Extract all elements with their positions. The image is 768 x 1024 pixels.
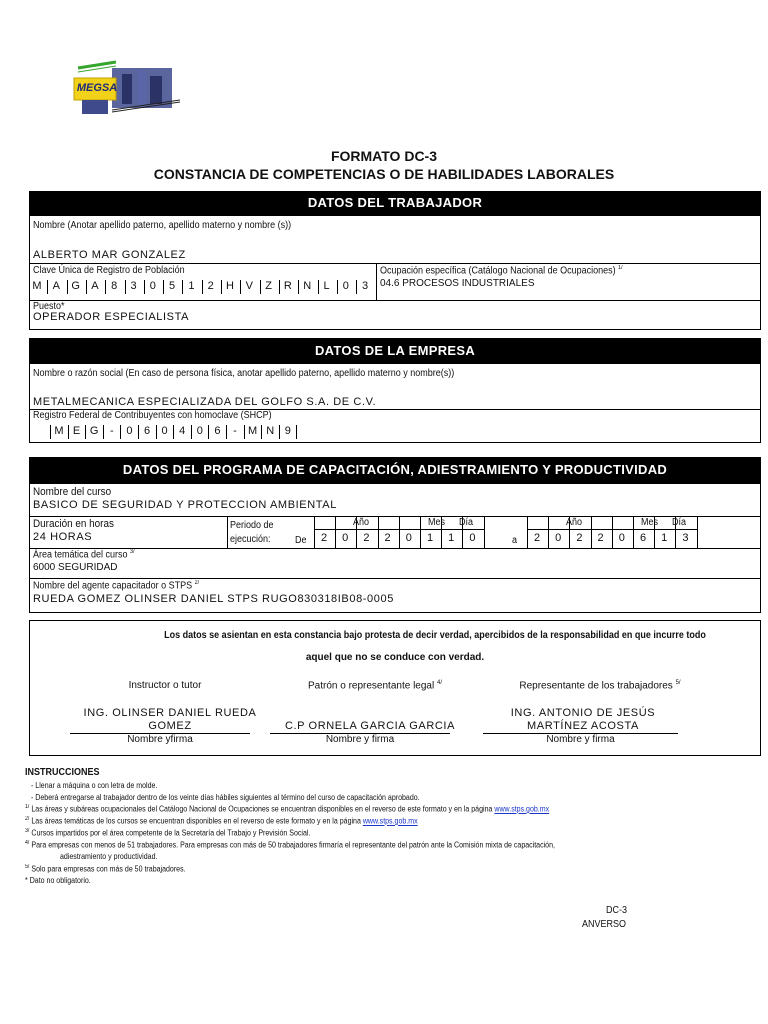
- char-cell: 0: [126, 425, 133, 437]
- date-digit-cell: 0: [555, 532, 562, 544]
- cell-divider: [548, 516, 549, 548]
- footer-side: ANVERSO: [582, 919, 627, 930]
- instructor-title: Instructor o tutor: [128, 680, 202, 691]
- firma-label: Nombre y firma: [325, 734, 395, 745]
- char-cell: M: [54, 425, 64, 437]
- instructor-name: ING. OLINSER DANIEL RUEDA: [83, 707, 257, 719]
- agente-value: RUEDA GOMEZ OLINSER DANIEL STPS RUGO830318IB08-0005: [33, 593, 394, 605]
- section-header-programa: DATOS DEL PROGRAMA DE CAPACITACIÓN, ADIESTRAMIENTO Y PRODUCTIVIDAD: [29, 457, 761, 483]
- cell-divider: [86, 280, 87, 294]
- char-cell: 3: [130, 280, 137, 292]
- representante-title: [500, 680, 700, 691]
- puesto-value: OPERADOR ESPECIALISTA: [33, 311, 190, 323]
- cell-divider: [399, 516, 400, 548]
- cell-divider: [105, 280, 106, 294]
- cell-divider: [244, 425, 245, 439]
- trabajador-section: [29, 215, 761, 330]
- company-logo: [72, 60, 184, 118]
- cell-divider: [591, 516, 592, 548]
- cell-divider: [156, 425, 157, 439]
- cell-divider: [240, 280, 241, 294]
- section-header-trabajador: DATOS DEL TRABAJADOR: [29, 191, 761, 215]
- dia-label: Día: [459, 517, 474, 528]
- char-cell: A: [52, 280, 60, 292]
- char-cell: 6: [143, 425, 151, 437]
- form-subtitle: CONSTANCIA DE COMPETENCIAS O DE HABILIDADES LABORALES: [153, 166, 615, 182]
- section-header-empresa: DATOS DE LA EMPRESA: [29, 338, 761, 363]
- ocupacion-label-text: Ocupación específica (Catálogo Nacional de Ocupaciones): [380, 265, 616, 277]
- char-cell: 1: [188, 280, 195, 292]
- date-digit-cell: 2: [384, 532, 391, 544]
- cell-divider: [182, 280, 183, 294]
- cell-divider: [163, 280, 164, 294]
- representante-note-mark: 5/: [675, 680, 681, 686]
- fecha-fields: [30, 516, 760, 548]
- cell-divider: [378, 516, 379, 548]
- curp-field: [30, 278, 376, 296]
- date-digit-cell: 1: [661, 532, 668, 544]
- instrucciones-title: INSTRUCCIONES: [25, 767, 100, 778]
- date-digit-cell: 6: [639, 532, 647, 544]
- patron-title-text: Patrón o representante legal: [308, 680, 435, 692]
- char-cell: 5: [169, 280, 176, 292]
- mes-label: Mes: [641, 517, 659, 528]
- ocupacion-label: [380, 265, 623, 276]
- cell-divider: [356, 280, 357, 294]
- char-cell: 9: [284, 425, 291, 437]
- divider: [30, 263, 760, 264]
- cell-divider: [202, 280, 203, 294]
- note-mark: 3/: [25, 828, 30, 834]
- cell-divider: [191, 425, 192, 439]
- cell-divider: [261, 425, 262, 439]
- declaracion-text: Los datos se asientan en esta constancia bajo protesta de decir verdad, apercibidos de la responsabilidad en que incurre todo: [164, 630, 706, 641]
- agente-label: [33, 580, 199, 591]
- cell-divider: [120, 425, 121, 439]
- instruccion-item: [25, 816, 418, 826]
- instruccion-text: Solo para empresas con más de 50 trabajadores.: [31, 864, 186, 874]
- char-cell: G: [89, 425, 99, 437]
- firma-label: Nombre y firma: [546, 734, 615, 745]
- periodo-label: Periodo de: [230, 520, 274, 531]
- representante-name-line2: MARTÍNEZ ACOSTA: [527, 720, 639, 732]
- cell-divider: [103, 425, 104, 439]
- patron-note-mark: 4/: [436, 680, 442, 686]
- date-digit-cell: 0: [405, 532, 412, 544]
- char-cell: R: [283, 280, 292, 292]
- char-cell: 0: [161, 425, 168, 437]
- instruccion-text: Las áreas y subáreas ocupacionales del Catálogo Nacional de Ocupaciones se encuentran disponibles en el reverso de este formato y en la página: [31, 804, 493, 814]
- cell-divider: [221, 280, 222, 294]
- ocupacion-note-mark: 1/: [618, 265, 623, 271]
- logo-text: MEGSA: [76, 82, 118, 94]
- instructor-name-line2: GOMEZ: [148, 720, 192, 732]
- footer-code: DC-3: [606, 905, 628, 916]
- curp-label: Clave Única de Registro de Población: [33, 265, 185, 276]
- char-cell: V: [245, 280, 253, 292]
- char-cell: 0: [149, 280, 156, 292]
- stps-link[interactable]: www.stps.gob.mx: [494, 804, 550, 814]
- razon-social-value: METALMECANICA ESPECIALIZADA DEL GOLFO S.A. DE C.V.: [33, 396, 377, 408]
- char-cell: -: [109, 425, 114, 437]
- nombre-value: ALBERTO MAR GONZALEZ: [33, 249, 186, 261]
- instruccion-item: * Dato no obligatorio.: [25, 876, 91, 885]
- cell-divider: [279, 425, 280, 439]
- representante-title-text: Representante de los trabajadores: [519, 680, 673, 692]
- rfc-field: [30, 423, 330, 441]
- agente-label-text: Nombre del agente capacitador o STPS: [33, 580, 193, 592]
- periodo-label-line2: ejecución:: [230, 534, 271, 545]
- instruccion-text: Cursos impartidos por el área competente de la Secretaría del Trabajo y Previsión Social.: [31, 828, 311, 838]
- char-cell: N: [303, 280, 312, 292]
- divider: [376, 263, 377, 300]
- cell-divider: [125, 280, 126, 294]
- char-cell: H: [226, 280, 234, 292]
- char-cell: 8: [111, 280, 118, 292]
- cell-divider: [50, 425, 51, 439]
- char-cell: N: [266, 425, 275, 437]
- instruccion-text: Para empresas con menos de 51 trabajadores. Para empresas con más de 50 trabajadores firmaría el representante del patrón ante la Comisión mixta de capacitación,: [31, 840, 555, 850]
- puesto-label: Puesto*: [33, 301, 65, 312]
- cell-divider: [226, 425, 227, 439]
- date-digit-cell: 2: [533, 532, 541, 544]
- de-label: De: [295, 535, 307, 546]
- ocupacion-value: 04.6 PROCESOS INDUSTRIALES: [380, 278, 535, 289]
- cell-divider: [67, 280, 68, 294]
- char-cell: M: [32, 280, 42, 292]
- a-label: a: [512, 535, 518, 546]
- cell-divider: [173, 425, 174, 439]
- cell-divider: [68, 425, 69, 439]
- char-cell: E: [72, 425, 81, 437]
- anio-label: Año: [353, 517, 370, 528]
- char-cell: M: [248, 425, 258, 437]
- cell-divider: [612, 516, 613, 548]
- programa-section: [29, 483, 761, 613]
- nombre-label: Nombre (Anotar apellido paterno, apellido materno y nombre (s)): [33, 220, 292, 231]
- note-mark: 1/: [25, 804, 30, 810]
- anio-label: Año: [566, 517, 583, 528]
- firma-label: Nombre yfirma: [127, 734, 193, 745]
- representante-name: ING. ANTONIO DE JESÚS: [510, 707, 656, 719]
- date-digit-cell: 1: [426, 532, 434, 544]
- instruccion-item: adiestramiento y productividad.: [60, 852, 158, 861]
- date-digit-cell: 2: [576, 532, 583, 544]
- cell-divider: [697, 516, 698, 548]
- instruccion-item: [25, 864, 186, 874]
- area-tematica-label: [33, 549, 135, 560]
- cell-divider: [260, 280, 261, 294]
- date-digit-cell: 2: [363, 532, 370, 544]
- patron-name: C.P ORNELA GARCIA GARCIA: [284, 720, 456, 732]
- cell-divider: [420, 516, 421, 548]
- cell-divider: [335, 516, 336, 548]
- cell-divider: [208, 425, 209, 439]
- char-cell: A: [91, 280, 99, 292]
- char-cell: Z: [265, 280, 272, 292]
- date-digit-cell: 0: [618, 532, 625, 544]
- char-cell: 0: [196, 425, 203, 437]
- note-mark: 5/: [25, 864, 30, 870]
- curso-label: Nombre del curso: [33, 486, 112, 498]
- rfc-label: Registro Federal de Contribuyentes con homoclave (SHCP): [33, 410, 272, 421]
- cell-divider: [47, 280, 48, 294]
- area-note-mark: 3/: [130, 549, 135, 555]
- cell-divider: [85, 425, 86, 439]
- divider: [314, 529, 484, 530]
- char-cell: G: [71, 280, 80, 292]
- cell-divider: [318, 280, 319, 294]
- duracion-value: 24 HORAS: [33, 531, 93, 543]
- cell-divider: [298, 280, 299, 294]
- char-cell: 4: [179, 425, 186, 437]
- cell-divider: [527, 516, 528, 548]
- date-digit-cell: 1: [448, 532, 455, 544]
- char-cell: L: [323, 280, 330, 292]
- date-digit-cell: 0: [342, 532, 349, 544]
- instruccion-item: - Llenar a máquina o con letra de molde.: [31, 781, 158, 790]
- date-digit-cell: 0: [469, 532, 476, 544]
- mes-label: Mes: [428, 517, 446, 528]
- patron-title: [285, 680, 465, 691]
- razon-social-label: Nombre o razón social (En caso de persona física, anotar apellido paterno, apellido materno y nombre(s)): [33, 368, 455, 379]
- cell-divider: [138, 425, 139, 439]
- divider: [30, 548, 760, 549]
- divider: [527, 529, 697, 530]
- firmas-section: [29, 620, 761, 756]
- area-tematica-label-text: Área temática del curso: [33, 549, 128, 561]
- note-mark: 2/: [25, 816, 30, 822]
- cell-divider: [279, 280, 280, 294]
- declaracion-text-line2: aquel que no se conduce con verdad.: [305, 652, 485, 663]
- empresa-section: [29, 363, 761, 443]
- divider: [30, 300, 760, 301]
- date-digit-cell: 2: [597, 532, 604, 544]
- cell-divider: [314, 516, 315, 548]
- duracion-label: Duración en horas: [33, 518, 114, 530]
- instruccion-item: - Deberá entregarse al trabajador dentro de los veinte días hábiles siguientes al término del curso de capacitación aprobado.: [31, 793, 420, 802]
- char-cell: 2: [207, 280, 214, 292]
- date-digit-cell: 3: [682, 532, 689, 544]
- date-digit-cell: 2: [320, 532, 328, 544]
- instruccion-text: Las áreas temáticas de los cursos se encuentran disponibles en el reverso de este formato y en la página: [31, 816, 361, 826]
- agente-note-mark: 2/: [194, 580, 200, 586]
- cell-divider: [337, 280, 338, 294]
- char-cell: 3: [362, 280, 369, 292]
- cell-divider: [144, 280, 145, 294]
- form-title: FORMATO DC-3: [330, 148, 438, 164]
- char-cell: -: [233, 425, 237, 437]
- instruccion-item: [25, 828, 310, 838]
- instruccion-item: [25, 804, 549, 814]
- char-cell: 6: [214, 425, 221, 437]
- instruccion-item: [25, 840, 555, 850]
- area-tematica-value: 6000 SEGURIDAD: [33, 562, 118, 573]
- cell-divider: [484, 516, 485, 548]
- dia-label: Día: [672, 517, 687, 528]
- note-mark: 4/: [25, 840, 30, 846]
- curso-value: BASICO DE SEGURIDAD Y PROTECCION AMBIENTAL: [33, 499, 337, 511]
- cell-divider: [296, 425, 297, 439]
- char-cell: 0: [342, 280, 349, 292]
- cell-divider: [633, 516, 634, 548]
- divider: [30, 578, 760, 579]
- stps-link[interactable]: www.stps.gob.mx: [362, 816, 418, 826]
